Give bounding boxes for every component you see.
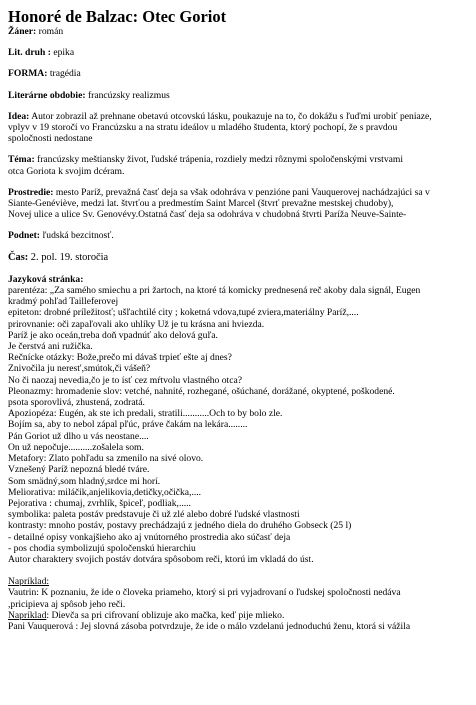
language-line: Bojím sa, aby to nebol zápal pľúc, práve čakám na lekára........ — [8, 419, 248, 431]
language-line: kradmý pohľad Tailleferovej — [8, 296, 119, 308]
form-value: tragédia — [47, 68, 81, 80]
example-line: Pani Vauquerová : Jej slovná zásoba potvrdzuje, že ide o málo vzdelanú jednoduchú ženu, ktorá si vážila — [8, 620, 411, 632]
motive-value: ľudská bezcitnosť. — [39, 230, 114, 242]
language-line: psota sporovlivá, zhustená, zodratá. — [8, 397, 145, 409]
language-line: symbolika: paleta postáv predstavuje či už zlé alebo dobré ľudské vlastnosti — [8, 509, 300, 521]
language-line: parentéza: „Za samého smiechu a pri žartoch, na ktoré tá komicky prednesená reč akoby dala signál, Eugen — [8, 285, 421, 297]
motive-line — [8, 230, 476, 241]
language-line: Pejorativa : chumaj, zvrhlík, špiceľ, podliak,..... — [8, 497, 191, 509]
language-line: Meliorativa: miláčik,anjelikovia,detičky,očička,.... — [8, 486, 202, 498]
genre-line — [8, 26, 476, 37]
genre-label: Žáner: — [8, 26, 37, 37]
lit-kind-value: epika — [50, 47, 75, 59]
document-title: Honoré de Balzac: Otec Goriot — [8, 7, 227, 26]
language-line: Som smädný,som hladný,srdce mi horí. — [8, 475, 161, 487]
example-label: Napríklad: — [8, 576, 50, 588]
language-line: Metafory: Zlato pohľadu sa zmenilo na sivé olovo. — [8, 453, 204, 465]
lit-kind-label: Lit. druh : — [8, 47, 51, 59]
language-line: - detailné opisy vonkajšieho ako aj vnútorného prostredia ako súčasť deja — [8, 531, 291, 543]
idea-line — [8, 111, 476, 122]
form-line — [8, 68, 476, 79]
idea-line: vplyv v 19 storočí vo Francúzsku a na stratu ideálov u mladého študenta, ktorý pochopí, že s pravdou — [8, 122, 398, 134]
language-line: Pán Goriot už dlho u vás neostane.... — [8, 430, 149, 442]
language-line: No či naozaj nevedia,čo je to ísť cez mŕtvolu vlastného otca? — [8, 374, 242, 386]
motive-label: Podnet: — [8, 230, 40, 242]
idea-section — [8, 111, 476, 145]
time-label: Čas: — [8, 251, 29, 263]
language-line: - pos chodia symbolizujú spoločenskú hierarchiu — [8, 542, 196, 554]
example-line — [8, 610, 476, 621]
language-line: Je čerstvá ani ružička. — [8, 341, 93, 353]
language-line: Paríž je ako oceán,treba doň vpadnúť ako delová guľa. — [8, 329, 218, 341]
examples-section — [8, 576, 476, 632]
setting-section — [8, 187, 476, 221]
idea-text: Autor zobrazil až prehnane obetavú otcovskú lásku, poukazuje na to, čo dokážu s ľuďmi urobiť peniaze, — [29, 110, 432, 122]
idea-label: Idea: — [8, 110, 30, 122]
language-line: epiteton: drobné príležitosť; ušľachtilé city ; koketná vdova,tupé zviera,materiálny Paríž,.... — [8, 307, 359, 319]
theme-text: francúzsky meštiansky život, ľudské trápenia, rozdiely medzi rôznymi spoločenskými vrstvami — [34, 154, 404, 166]
language-lines — [8, 285, 476, 565]
theme-line: otca Goriota k svojim dcéram. — [8, 165, 125, 177]
language-line: Autor charaktery svojich postáv dotvára spôsobom reči, ktorú im vkladá do úst. — [8, 553, 314, 565]
form-label: FORMA: — [8, 68, 48, 80]
setting-text: mesto Paríž, prevažná časť deja sa však odohráva v penzióne pani Vauquerovej nachádzajúci sa v — [53, 186, 430, 198]
genre-value: román — [36, 26, 64, 37]
language-line: Rečnícke otázky: Bože,prečo mi dávaš trpieť ešte aj dnes? — [8, 352, 232, 364]
language-line: On už nepočuje..........zošalela som. — [8, 441, 144, 453]
theme-label: Téma: — [8, 154, 35, 166]
lit-kind-line — [8, 47, 476, 58]
language-line: Apoziopéza: Eugén, ak ste ich predali, stratili...........Och to by bolo zle. — [8, 408, 283, 420]
theme-line — [8, 154, 476, 165]
period-value: francúzsky realizmus — [85, 89, 170, 101]
language-heading: Jazyková stránka: — [8, 273, 84, 285]
example-line: Vautrin: K poznaniu, že ide o človeka priameho, ktorý si pri vyjadrovaní o ľudskej spoločnosti nedáva — [8, 587, 401, 599]
language-line: Pleonazmy: hromadenie slov: vetché, nahnité, rozhegané, ošúchané, dorážané, okyptené, poškodené. — [8, 385, 395, 397]
time-line — [8, 252, 476, 263]
period-label: Literárne obdobie: — [8, 89, 86, 101]
language-line: kontrasty: mnoho postáv, postavy prechádzajú z jedného diela do druhého Gobseck (25 l) — [8, 520, 352, 532]
theme-section — [8, 154, 476, 176]
setting-line: Novej ulice a ulice Sv. Genovévy.Ostatná časť deja sa odohráva v chudobná štvrti Paríža Neuve-Sainte- — [8, 209, 407, 221]
example-line: ,pricipieva aj spôsob jeho reči. — [8, 598, 126, 610]
period-line — [8, 90, 476, 101]
example-label: Napríklad — [8, 609, 47, 621]
idea-line: spoločnosti nedostane — [8, 133, 93, 145]
example-text: : Dievča sa pri cifrovaní oblizuje ako mačka, keď pije mlieko. — [46, 609, 285, 621]
language-line: Znivočila ju nerest',smútok,či vášeň? — [8, 363, 151, 375]
setting-label: Prostredie: — [8, 186, 54, 198]
language-line: Vznešený Paríž nepozná bledé tváre. — [8, 464, 150, 476]
language-section — [8, 274, 476, 565]
setting-line — [8, 187, 476, 198]
language-line: prirovnanie: oči zapaľovali ako uhlíky Už je tu krásna ani hviezda. — [8, 318, 265, 330]
time-value: 2. pol. 19. storočia — [28, 251, 109, 263]
setting-line: Siante-Genéviève, medzi lat. štvrťou a predmestím Saint Marcel (štvrť prevažne mestskej chudoby), — [8, 198, 394, 210]
